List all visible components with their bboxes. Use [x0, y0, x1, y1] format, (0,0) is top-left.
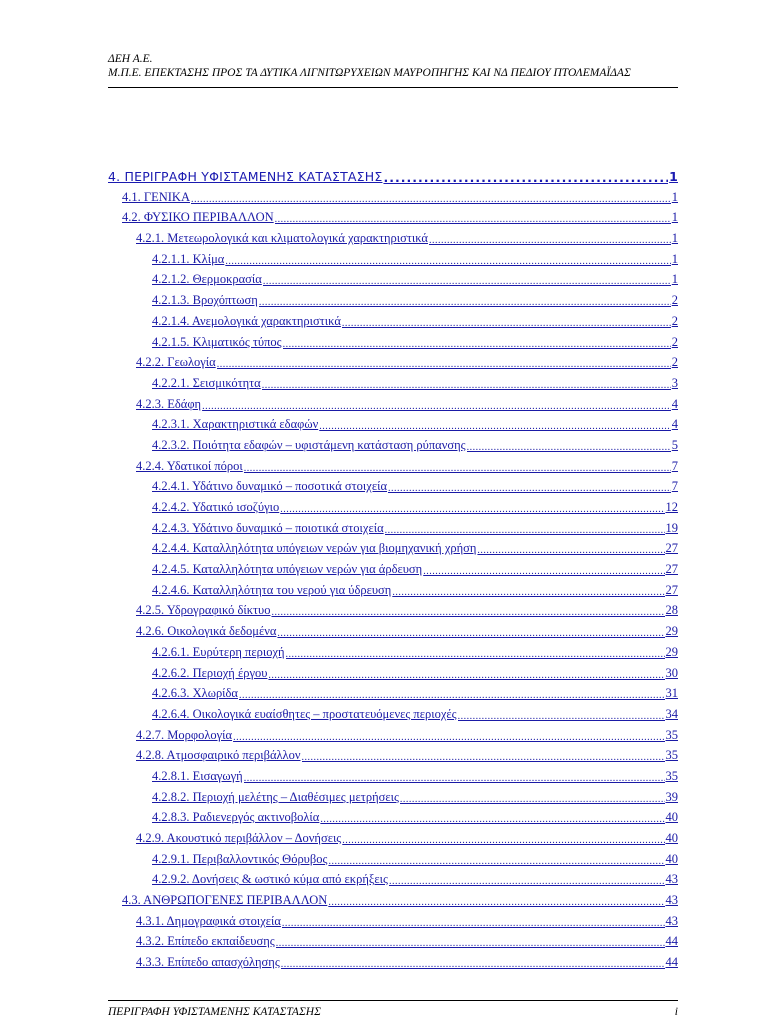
toc-entry-title: 4.2.3.2. Ποιότητα εδαφών – υφιστάμενη κατάσταση ρύπανσης: [152, 437, 466, 452]
toc-entry-title: 4.2.6.4. Οικολογικά ευαίσθητες – προστατευόμενες περιοχές: [152, 706, 457, 721]
toc-entry-page: 1: [671, 251, 678, 266]
toc-leader-dots: [477, 543, 664, 556]
toc-entry[interactable]: [108, 184, 678, 205]
toc-entry-page: 27: [665, 541, 678, 556]
toc-entry-page: 3: [671, 375, 678, 390]
toc-entry[interactable]: [108, 474, 678, 495]
toc-leader-dots: [275, 212, 671, 225]
toc-entry[interactable]: [108, 329, 678, 350]
toc-entry-page: 1: [671, 210, 678, 225]
toc-entry[interactable]: [108, 639, 678, 660]
toc-entry-title: 4.2.6.2. Περιοχή έργου: [152, 665, 268, 680]
toc-entry-title: 4.2.9.1. Περιβαλλοντικός Θόρυβος: [152, 851, 328, 866]
toc-entry-title: 4.2.4.3. Υδάτινο δυναμικό – ποιοτικά στοιχεία: [152, 520, 384, 535]
toc-entry-page: 43: [665, 893, 678, 908]
toc-leader-dots: [392, 585, 664, 598]
toc-leader-dots: [281, 957, 665, 970]
header-divider: [108, 87, 678, 88]
toc-entry[interactable]: [108, 681, 678, 702]
toc-entry-title: 4.2.8.1. Εισαγωγή: [152, 768, 243, 783]
toc-entry-page: 30: [665, 665, 678, 680]
footer-page-number: i: [674, 1006, 678, 1018]
toc-entry-title: 4.2.4.1. Υδάτινο δυναμικό – ποσοτικά στοιχεία: [152, 479, 388, 494]
toc-entry-title: 4.3.3. Επίπεδο απασχόλησης: [136, 955, 280, 970]
toc-entry-title: 4.2.1.5. Κλιματικός τύπος: [152, 334, 282, 349]
toc-entry-title: 4.2.4.5. Καταλληλότητα υπόγειων νερών για άρδευση: [152, 562, 423, 577]
toc-entry[interactable]: [108, 370, 678, 391]
toc-entry[interactable]: [108, 805, 678, 826]
toc-entry[interactable]: [108, 225, 678, 246]
toc-entry-page: 31: [665, 686, 678, 701]
page-header: [108, 52, 676, 80]
toc-entry-title: 4.3. ΑΝΘΡΩΠΟΓΕΝΕΣ ΠΕΡΙΒΑΛΛΟΝ: [122, 893, 328, 908]
toc-entry-title: 4.2.6.3. Χλωρίδα: [152, 686, 238, 701]
toc-entry-title: 4.2.8.2. Περιοχή μελέτης – Διαθέσιμες μετρήσεις: [152, 789, 399, 804]
toc-entry[interactable]: [108, 391, 678, 412]
table-of-contents: [108, 162, 678, 970]
toc-entry[interactable]: [108, 205, 678, 226]
toc-entry[interactable]: [108, 867, 678, 888]
header-study-title: Μ.Π.Ε. ΕΠΕΚΤΑΣΗΣ ΠΡΟΣ ΤΑ ΔΥΤΙΚΑ ΛΙΓΝΙΤΩΡΥΧΕΙΩΝ ΜΑΥΡΟΠΗΓΗΣ ΚΑΙ ΝΔ ΠΕΔΙΟΥ ΠΤΟΛΕΜΑΪΔΑΣ: [108, 67, 631, 79]
toc-entry-title: 4.2.1.3. Βροχόπτωση: [152, 293, 258, 308]
toc-leader-dots: [225, 254, 670, 267]
toc-entry-title: 4.2.2.1. Σεισμικότητα: [152, 375, 261, 390]
toc-entry[interactable]: [108, 660, 678, 681]
toc-entry-page: 2: [671, 334, 678, 349]
toc-entry-page: 19: [665, 520, 678, 535]
toc-leader-dots: [217, 357, 671, 370]
toc-entry-title: 4.2.2. Γεωλογία: [136, 355, 216, 370]
toc-entry-title: 4.2.1. Μετεωρολογικά και κλιματολογικά χαρακτηριστικά: [136, 231, 428, 246]
toc-entry-page: 35: [665, 727, 678, 742]
toc-leader-dots: [319, 419, 671, 432]
toc-leader-dots: [239, 688, 665, 701]
toc-entry[interactable]: [108, 350, 678, 371]
toc-entry-page: 29: [665, 644, 678, 659]
toc-entry-title: 4.2.1.1. Κλίμα: [152, 251, 225, 266]
toc-leader-dots: [244, 461, 671, 474]
toc-entry[interactable]: [108, 825, 678, 846]
toc-entry[interactable]: [108, 432, 678, 453]
toc-entry[interactable]: [108, 556, 678, 577]
toc-entry-title: 4.2.3. Εδάφη: [136, 396, 202, 411]
toc-entry[interactable]: [108, 267, 678, 288]
toc-entry-title: 4.2.1.2. Θερμοκρασία: [152, 272, 262, 287]
toc-leader-dots: [385, 523, 665, 536]
toc-leader-dots: [328, 854, 664, 867]
toc-entry[interactable]: [108, 701, 678, 722]
toc-leader-dots: [286, 647, 665, 660]
toc-entry-page: 43: [665, 913, 678, 928]
toc-entry-title: 4.2.6.1. Ευρύτερη περιοχή: [152, 644, 285, 659]
toc-leader-dots: [276, 936, 665, 949]
toc-leader-dots: [191, 192, 671, 205]
toc-entry[interactable]: [108, 287, 678, 308]
toc-entry-page: 5: [671, 437, 678, 452]
toc-entry-page: 44: [665, 934, 678, 949]
toc-entry-title: 4.3.2. Επίπεδο εκπαίδευσης: [136, 934, 275, 949]
toc-entry-page: 35: [665, 748, 678, 763]
toc-leader-dots: [283, 337, 671, 350]
toc-leader-dots: [244, 771, 665, 784]
toc-entry-title: 4.2.9.2. Δονήσεις & ωστικό κύμα από εκρήξεις: [152, 872, 388, 887]
page-footer: [108, 1006, 678, 1018]
toc-leader-dots: [328, 895, 664, 908]
toc-leader-dots: [423, 564, 664, 577]
toc-entry-page: 35: [665, 768, 678, 783]
toc-entry-title: 4. ΠΕΡΙΓΡΑΦΗ ΥΦΙΣΤΑΜΕΝΗΣ ΚΑΤΑΣΤΑΣΗΣ: [108, 169, 383, 184]
toc-entry[interactable]: [108, 453, 678, 474]
toc-entry-page: 4: [671, 417, 678, 432]
toc-entry-page: 4: [671, 396, 678, 411]
toc-entry-title: 4.2. ΦΥΣΙΚΟ ΠΕΡΙΒΑΛΛΟΝ: [122, 210, 274, 225]
toc-entry-title: 4.2.4. Υδατικοί πόροι: [136, 458, 243, 473]
footer-title: ΠΕΡΙΓΡΑΦΗ ΥΦΙΣΤΑΜΕΝΗΣ ΚΑΤΑΣΤΑΣΗΣ: [108, 1006, 321, 1018]
toc-entry[interactable]: [108, 763, 678, 784]
toc-leader-dots: [271, 605, 664, 618]
toc-entry[interactable]: [108, 722, 678, 743]
toc-entry-title: 4.2.4.4. Καταλληλότητα υπόγειων νερών για βιομηχανική χρήση: [152, 541, 477, 556]
toc-leader-dots: [383, 172, 668, 185]
toc-leader-dots: [400, 792, 665, 805]
toc-leader-dots: [268, 668, 664, 681]
toc-leader-dots: [233, 730, 664, 743]
toc-leader-dots: [202, 399, 671, 412]
toc-entry-page: 1: [671, 189, 678, 204]
toc-leader-dots: [280, 502, 664, 515]
toc-entry-title: 4.2.1.4. Ανεμολογικά χαρακτηριστικά: [152, 313, 341, 328]
toc-entry-title: 4.2.6. Οικολογικά δεδομένα: [136, 624, 277, 639]
toc-entry-title: 4.2.8.3. Ραδιενεργός ακτινοβολία: [152, 810, 320, 825]
toc-leader-dots: [282, 916, 665, 929]
toc-entry-page: 12: [665, 500, 678, 514]
toc-entry[interactable]: [108, 908, 678, 929]
toc-entry-page: 7: [671, 458, 678, 473]
toc-entry-page: 28: [665, 603, 678, 618]
toc-leader-dots: [467, 440, 671, 453]
toc-leader-dots: [342, 833, 664, 846]
toc-entry[interactable]: [108, 494, 678, 515]
toc-leader-dots: [342, 316, 671, 329]
toc-entry-page: 29: [665, 624, 678, 639]
toc-entry[interactable]: [108, 784, 678, 805]
toc-leader-dots: [458, 709, 665, 722]
toc-entry-page: 2: [671, 313, 678, 328]
toc-entry-page: 1: [669, 169, 678, 184]
toc-entry-title: 4.3.1. Δημογραφικά στοιχεία: [136, 913, 281, 928]
toc-entry[interactable]: [108, 162, 678, 184]
toc-leader-dots: [429, 233, 671, 246]
toc-entry-title: 4.2.8. Ατμοσφαιρικό περιβάλλον: [136, 748, 301, 763]
toc-entry[interactable]: [108, 949, 678, 970]
toc-entry[interactable]: [108, 598, 678, 619]
toc-entry-page: 40: [665, 831, 678, 845]
toc-leader-dots: [320, 812, 664, 825]
toc-entry-page: 44: [665, 955, 678, 970]
toc-leader-dots: [263, 274, 671, 287]
toc-entry[interactable]: [108, 577, 678, 598]
toc-entry-page: 43: [665, 872, 678, 887]
toc-entry-title: 4.1. ΓΕΝΙΚΑ: [122, 189, 190, 204]
toc-entry-page: 39: [665, 789, 678, 804]
toc-entry-page: 27: [665, 562, 678, 577]
toc-entry-page: 34: [665, 706, 678, 721]
toc-entry-title: 4.2.4.6. Καταλληλότητα του νερού για ύδρευση: [152, 582, 392, 597]
toc-leader-dots: [259, 295, 671, 308]
toc-entry[interactable]: [108, 246, 678, 267]
toc-leader-dots: [277, 626, 664, 639]
footer-divider: [108, 1000, 678, 1001]
toc-entry-page: 1: [671, 272, 678, 287]
toc-entry-title: 4.2.7. Μορφολογία: [136, 727, 233, 742]
toc-entry-page: 1: [671, 231, 678, 246]
toc-entry-page: 2: [671, 355, 678, 370]
toc-entry-title: 4.2.3.1. Χαρακτηριστικά εδαφών: [152, 417, 319, 432]
toc-entry[interactable]: [108, 412, 678, 433]
toc-entry-title: 4.2.4.2. Υδατικό ισοζύγιο: [152, 500, 280, 514]
toc-entry[interactable]: [108, 887, 678, 908]
toc-leader-dots: [388, 481, 671, 494]
toc-entry[interactable]: [108, 743, 678, 764]
toc-entry-page: 40: [665, 851, 678, 866]
toc-entry[interactable]: [108, 618, 678, 639]
toc-leader-dots: [262, 378, 671, 391]
toc-entry[interactable]: [108, 515, 678, 536]
toc-entry[interactable]: [108, 308, 678, 329]
toc-entry[interactable]: [108, 536, 678, 557]
toc-entry-page: 40: [665, 810, 678, 825]
toc-leader-dots: [302, 750, 665, 763]
toc-entry-page: 2: [671, 293, 678, 308]
toc-entry-page: 27: [665, 582, 678, 597]
toc-entry-title: 4.2.9. Ακουστικό περιβάλλον – Δονήσεις: [136, 831, 342, 845]
toc-entry-page: 7: [671, 479, 678, 494]
toc-entry-title: 4.2.5. Υδρογραφικό δίκτυο: [136, 603, 271, 618]
header-organization: ΔΕΗ Α.Ε.: [108, 53, 153, 65]
toc-leader-dots: [389, 874, 665, 887]
toc-entry[interactable]: [108, 846, 678, 867]
toc-entry[interactable]: [108, 929, 678, 950]
